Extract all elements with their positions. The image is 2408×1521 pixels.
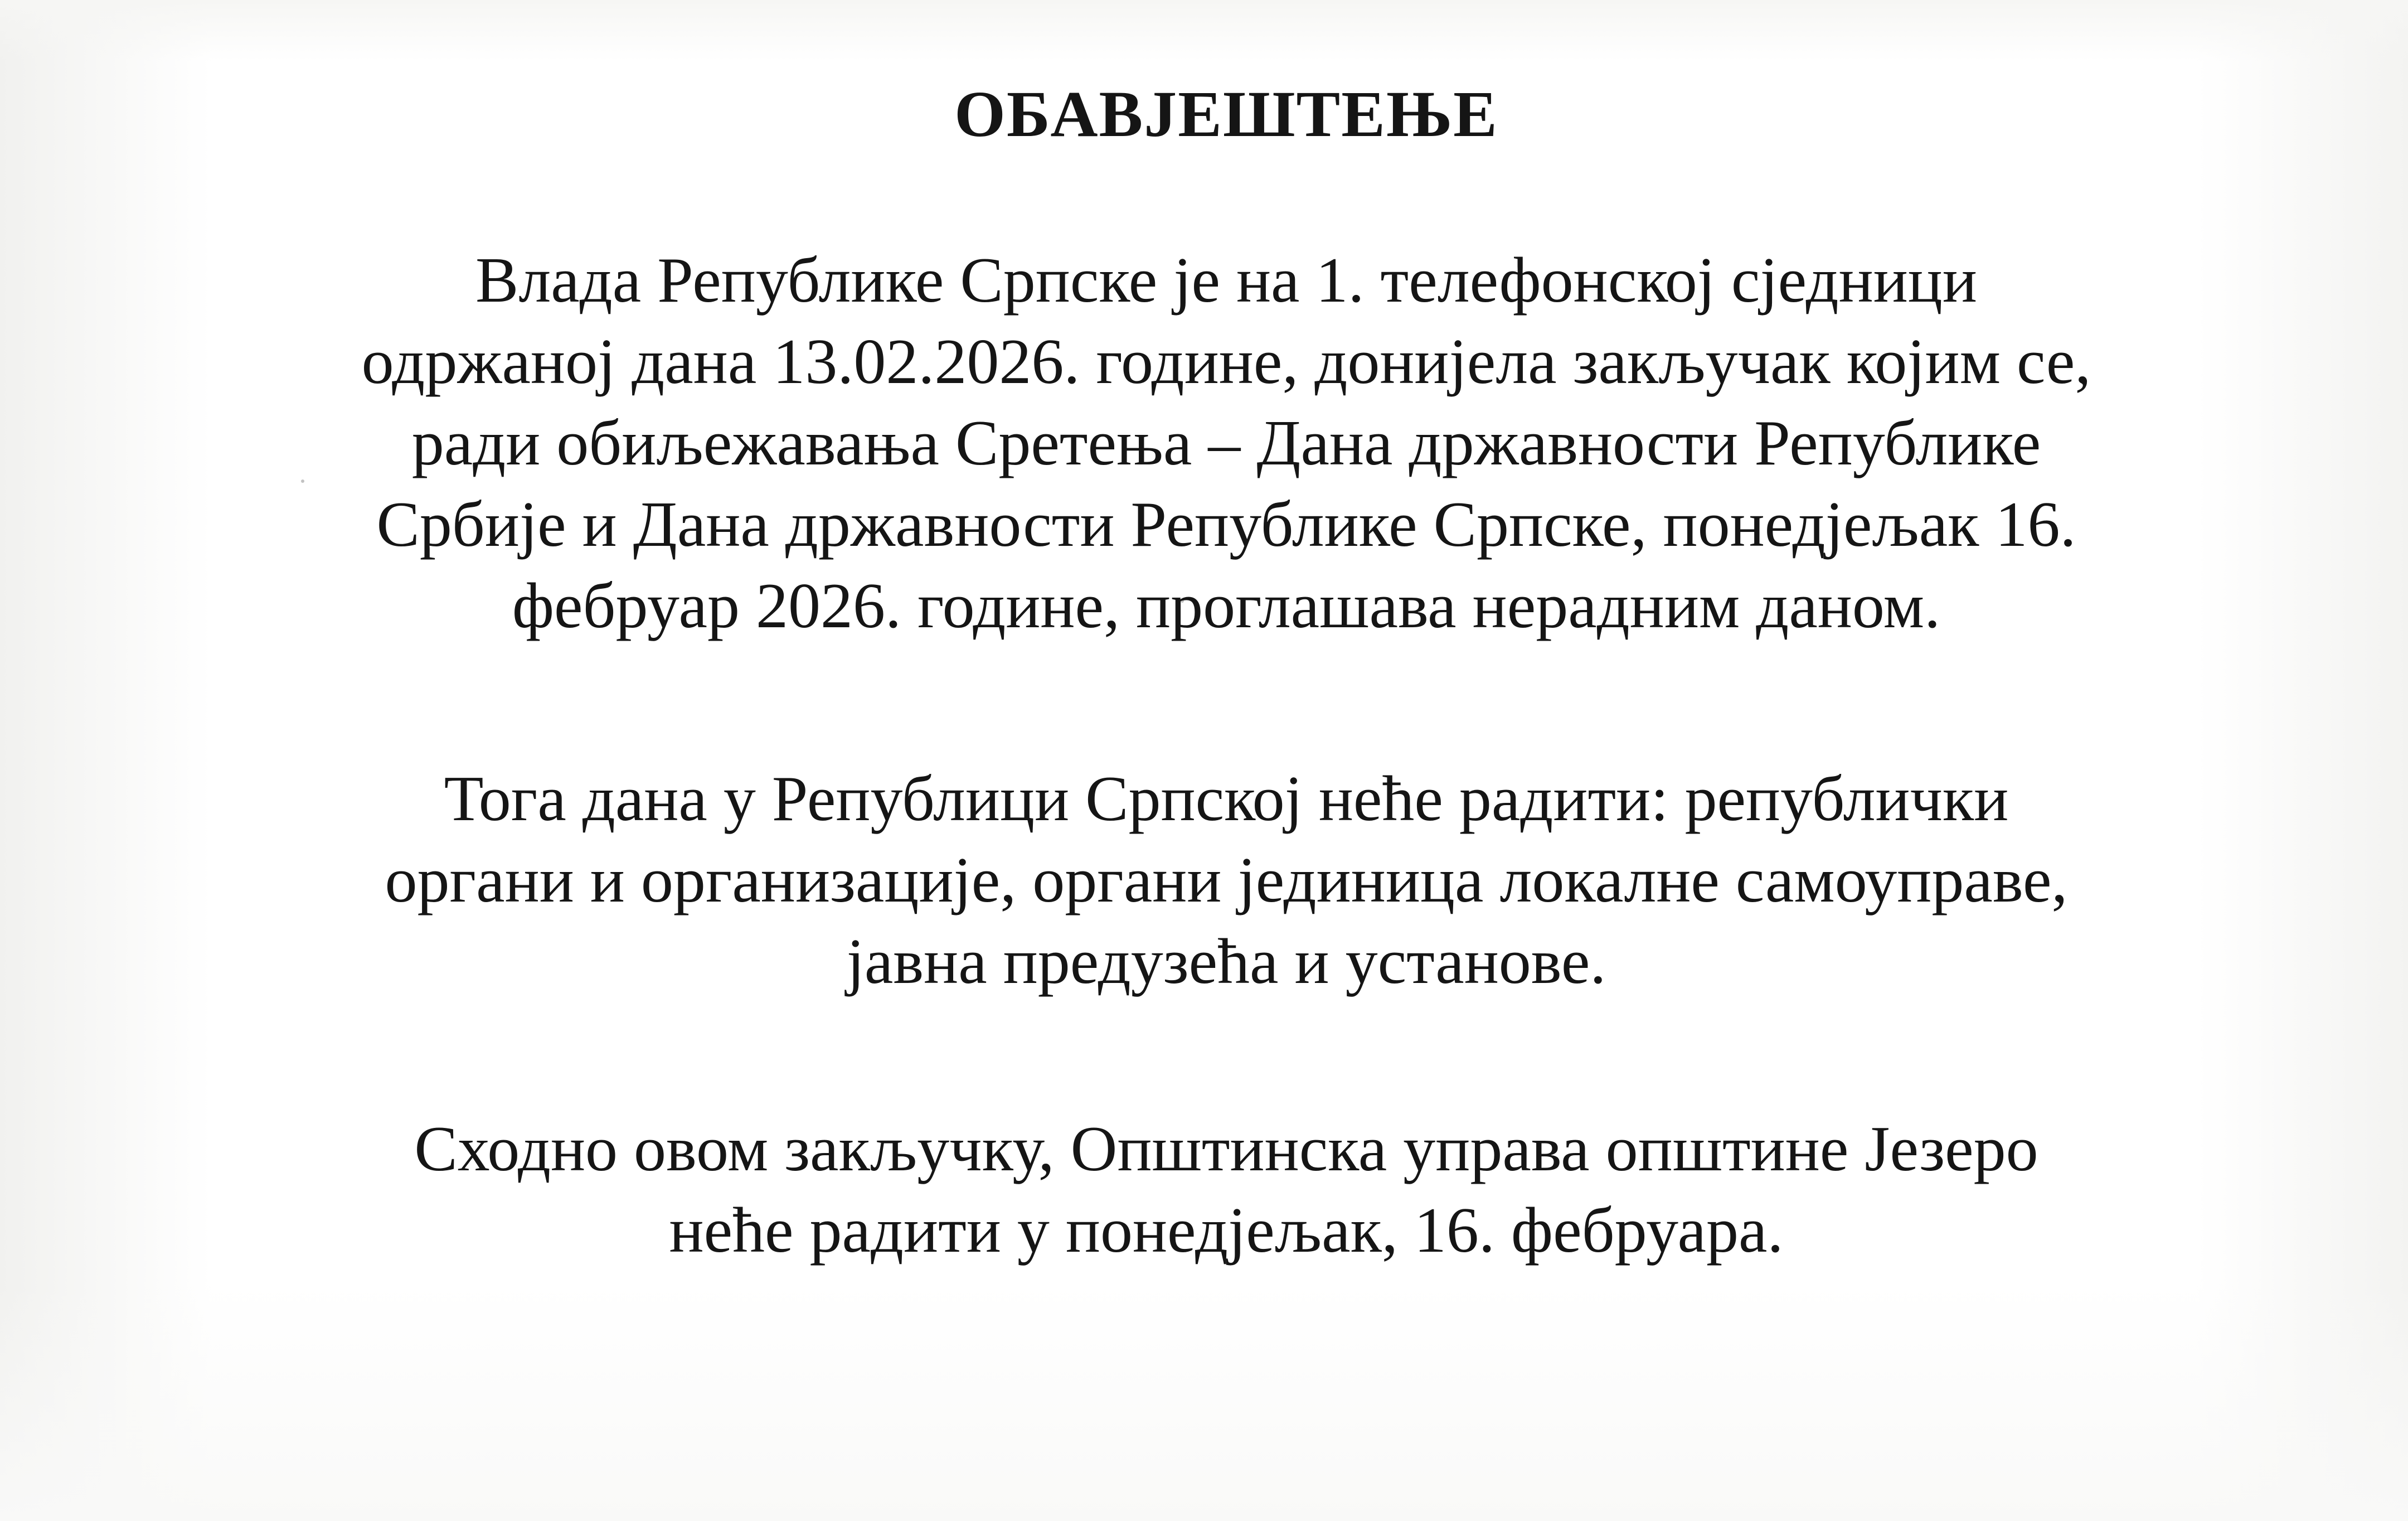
paragraph-line: неће радити у понедјељак, 16. фебруара. bbox=[669, 1195, 1784, 1266]
paragraph-spacer bbox=[212, 1002, 2241, 1108]
notice-document bbox=[212, 72, 2241, 1271]
notice-paragraph-closed-institutions bbox=[212, 758, 2241, 1002]
paragraph-line: одржаној дана 13.02.2026. године, донијела закључак којим се, bbox=[361, 326, 2091, 398]
paragraph-line: Сходно овом закључку, Општинска управа општине Језеро bbox=[414, 1113, 2038, 1185]
paragraph-line: Тога дана у Републици Српској неће радити: републички bbox=[444, 763, 2009, 835]
paper-edge-top bbox=[0, 0, 2408, 61]
notice-paragraph-municipality bbox=[212, 1108, 2241, 1271]
paragraph-line: Влада Републике Српске је на 1. телефонској сједници bbox=[475, 245, 1977, 316]
notice-title: ОБАВЈЕШТЕЊЕ bbox=[954, 77, 1498, 151]
paragraph-line: Србије и Дана државности Републике Српске, понедјељак 16. bbox=[376, 489, 2076, 560]
paragraph-line: фебруар 2026. године, проглашава нерадним даном. bbox=[512, 570, 1941, 642]
paragraph-line: органи и организације, органи јединица локалне самоуправе, bbox=[385, 845, 2068, 916]
paragraph-line: ради обиљежавања Сретења – Дана државности Републике bbox=[411, 408, 2041, 479]
paragraph-spacer bbox=[212, 647, 2241, 758]
notice-paragraph-government-decision bbox=[212, 240, 2241, 647]
paper-edge-bottom bbox=[0, 1282, 2408, 1521]
paragraph-line: јавна предузећа и установе. bbox=[846, 926, 1606, 997]
